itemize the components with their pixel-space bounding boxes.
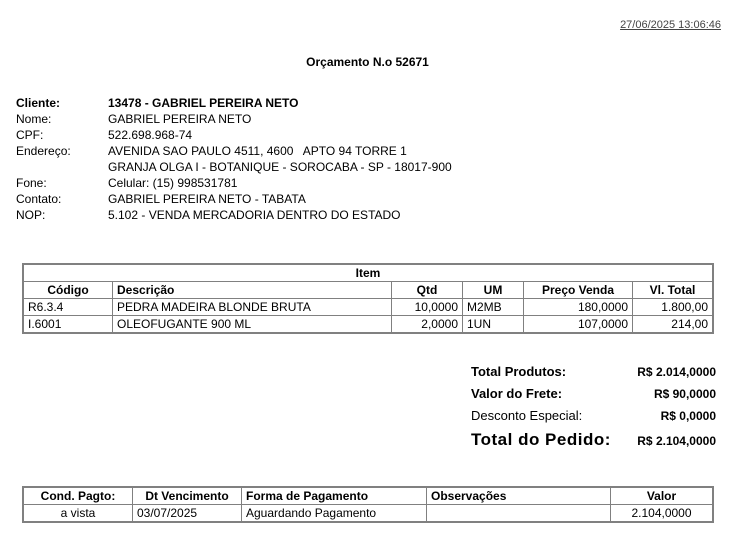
total-produtos-label: Total Produtos: — [471, 364, 567, 379]
table-row — [23, 299, 713, 316]
cell-descricao: PEDRA MADEIRA BLONDE BRUTA — [113, 299, 392, 316]
col-codigo: Código — [23, 282, 113, 299]
cpf-row — [16, 127, 452, 143]
frete-value: R$ 90,0000 — [653, 387, 716, 401]
table-row — [23, 316, 713, 334]
cell-qtd: 2,0000 — [392, 316, 463, 334]
col-forma-pagamento: Forma de Pagamento — [242, 487, 427, 505]
col-descricao: Descrição — [113, 282, 392, 299]
frete-label: Valor do Frete: — [471, 386, 563, 401]
table-row — [23, 505, 713, 523]
items-table — [22, 263, 714, 334]
cell-qtd: 10,0000 — [392, 299, 463, 316]
cell-preco: 180,0000 — [524, 299, 633, 316]
field-label: Nome: — [16, 112, 52, 126]
address-row-2 — [16, 159, 452, 175]
field-value: 5.102 - VENDA MERCADORIA DENTRO DO ESTADO — [108, 208, 401, 222]
cell-um: M2MB — [463, 299, 524, 316]
cell-cond-pagto: a vista — [23, 505, 133, 523]
field-label: Cliente: — [16, 96, 61, 110]
address-row — [16, 143, 452, 159]
totals-block — [471, 364, 716, 452]
nop-row — [16, 207, 452, 223]
field-value: 522.698.968-74 — [108, 128, 193, 142]
cell-valor: 2.104,0000 — [611, 505, 714, 523]
cell-observacoes — [427, 505, 611, 523]
page-title: Orçamento N.o 52671 — [306, 55, 429, 69]
print-timestamp: 27/06/2025 13:06:46 — [620, 19, 721, 31]
total-produtos-row — [471, 364, 716, 386]
field-value: GABRIEL PEREIRA NETO - TABATA — [108, 192, 306, 206]
client-row — [16, 95, 452, 111]
items-caption: Item — [23, 264, 713, 282]
cell-total: 214,00 — [633, 316, 714, 334]
client-info — [16, 95, 452, 223]
col-qtd: Qtd — [392, 282, 463, 299]
cell-codigo: I.6001 — [23, 316, 113, 334]
cell-forma-pagamento: Aguardando Pagamento — [242, 505, 427, 523]
total-pedido-row — [471, 430, 716, 452]
items-header-row — [23, 282, 713, 299]
payment-table — [22, 486, 714, 523]
col-observacoes: Observações — [427, 487, 611, 505]
field-label: CPF: — [16, 128, 44, 142]
field-label: NOP: — [16, 208, 46, 222]
col-valor: Valor — [611, 487, 714, 505]
field-label: Contato: — [16, 192, 62, 206]
desconto-row — [471, 408, 716, 430]
field-label: Endereço: — [16, 144, 71, 158]
field-value: GRANJA OLGA I - BOTANIQUE - SOROCABA - SP - 18017-900 — [108, 160, 452, 174]
field-value: Celular: (15) 998531781 — [108, 176, 238, 190]
payment-header-row — [23, 487, 713, 505]
desconto-label: Desconto Especial: — [471, 408, 583, 423]
total-pedido-value: R$ 2.104,0000 — [637, 434, 716, 448]
cell-preco: 107,0000 — [524, 316, 633, 334]
col-total: Vl. Total — [633, 282, 714, 299]
cell-codigo: R6.3.4 — [23, 299, 113, 316]
name-row — [16, 111, 452, 127]
col-dt-vencimento: Dt Vencimento — [133, 487, 242, 505]
col-cond-pagto: Cond. Pagto: — [23, 487, 133, 505]
cell-descricao: OLEOFUGANTE 900 ML — [113, 316, 392, 334]
frete-row — [471, 386, 716, 408]
field-value: GABRIEL PEREIRA NETO — [108, 112, 252, 126]
col-um: UM — [463, 282, 524, 299]
field-label — [16, 159, 108, 175]
cell-dt-vencimento: 03/07/2025 — [133, 505, 242, 523]
cell-total: 1.800,00 — [633, 299, 714, 316]
total-pedido-label: Total do Pedido: — [471, 430, 611, 449]
field-value: AVENIDA SAO PAULO 4511, 4600 APTO 94 TORRE 1 — [108, 144, 407, 158]
contact-row — [16, 191, 452, 207]
desconto-value: R$ 0,0000 — [660, 409, 716, 423]
cell-um: 1UN — [463, 316, 524, 334]
col-preco: Preço Venda — [524, 282, 633, 299]
field-label: Fone: — [16, 176, 47, 190]
phone-row — [16, 175, 452, 191]
total-produtos-value: R$ 2.014,0000 — [637, 365, 716, 379]
field-value: 13478 - GABRIEL PEREIRA NETO — [108, 96, 299, 110]
